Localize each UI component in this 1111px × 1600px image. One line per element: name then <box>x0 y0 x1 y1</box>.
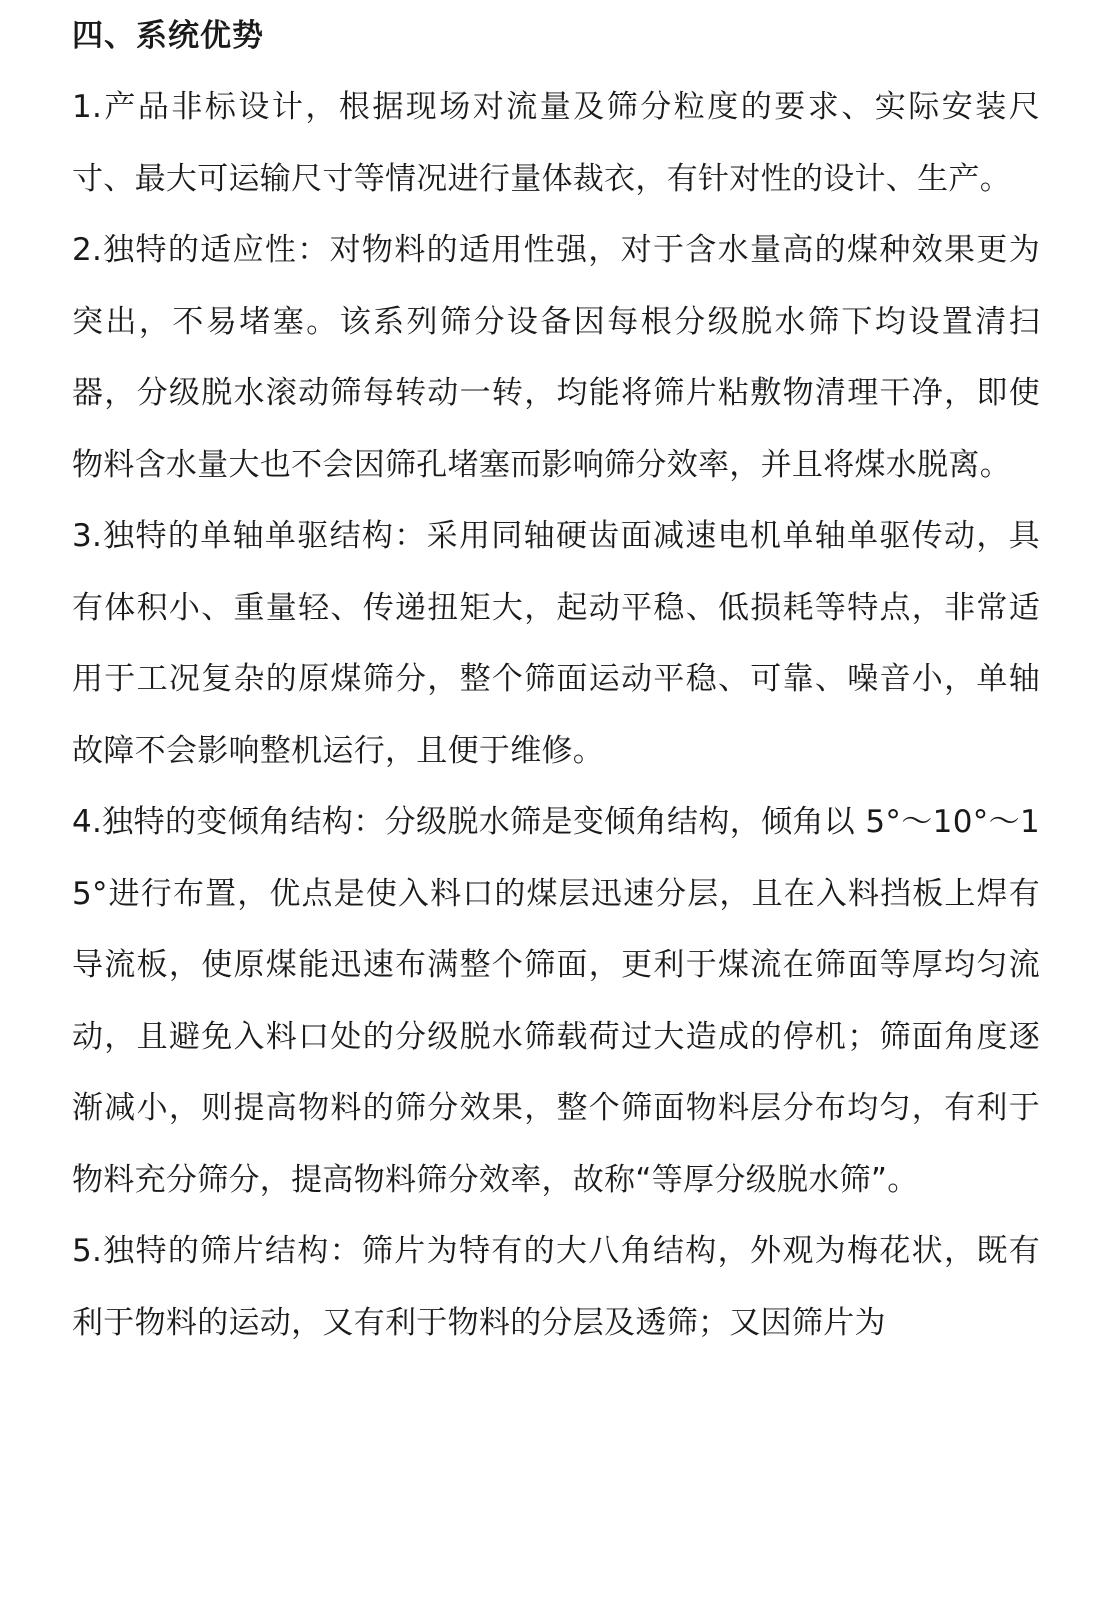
section-body <box>72 72 1040 1359</box>
paragraph-2: 2.独特的适应性：对物料的适用性强，对于含水量高的煤种效果更为突出，不易堵塞。该系列筛分设备因每根分级脱水筛下均设置清扫器，分级脱水滚动筛每转动一转，均能将筛片粘敷物清理干净，即使物料含水量大也不会因筛孔堵塞而影响筛分效率，并且将煤水脱离。 <box>72 232 1040 483</box>
paragraph-3: 3.独特的单轴单驱结构：采用同轴硬齿面减速电机单轴单驱传动，具有体积小、重量轻、传递扭矩大，起动平稳、低损耗等特点，非常适用于工况复杂的原煤筛分，整个筛面运动平稳、可靠、噪音小，单轴故障不会影响整机运行，且便于维修。 <box>72 518 1040 769</box>
paragraph-1: 1.产品非标设计，根据现场对流量及筛分粒度的要求、实际安装尺寸、最大可运输尺寸等情况进行量体裁衣，有针对性的设计、生产。 <box>72 89 1040 197</box>
section-title: 四、系统优势 <box>72 18 264 54</box>
paragraph-4: 4.独特的变倾角结构：分级脱水筛是变倾角结构，倾角以 5°～10°～15°进行布置，优点是使入料口的煤层迅速分层，且在入料挡板上焊有导流板，使原煤能迅速布满整个筛面，更利于煤流在筛面等厚均匀流动，且避免入料口处的分级脱水筛载荷过大造成的停机；筛面角度逐渐减小，则提高物料的筛分效果，整个筛面物料层分布均匀，有利于物料充分筛分，提高物料筛分效率，故称“等厚分级脱水筛”。 <box>72 804 1040 1198</box>
paragraph-5: 5.独特的筛片结构：筛片为特有的大八角结构，外观为梅花状，既有利于物料的运动，又有利于物料的分层及透筛；又因筛片为 <box>72 1233 1040 1341</box>
